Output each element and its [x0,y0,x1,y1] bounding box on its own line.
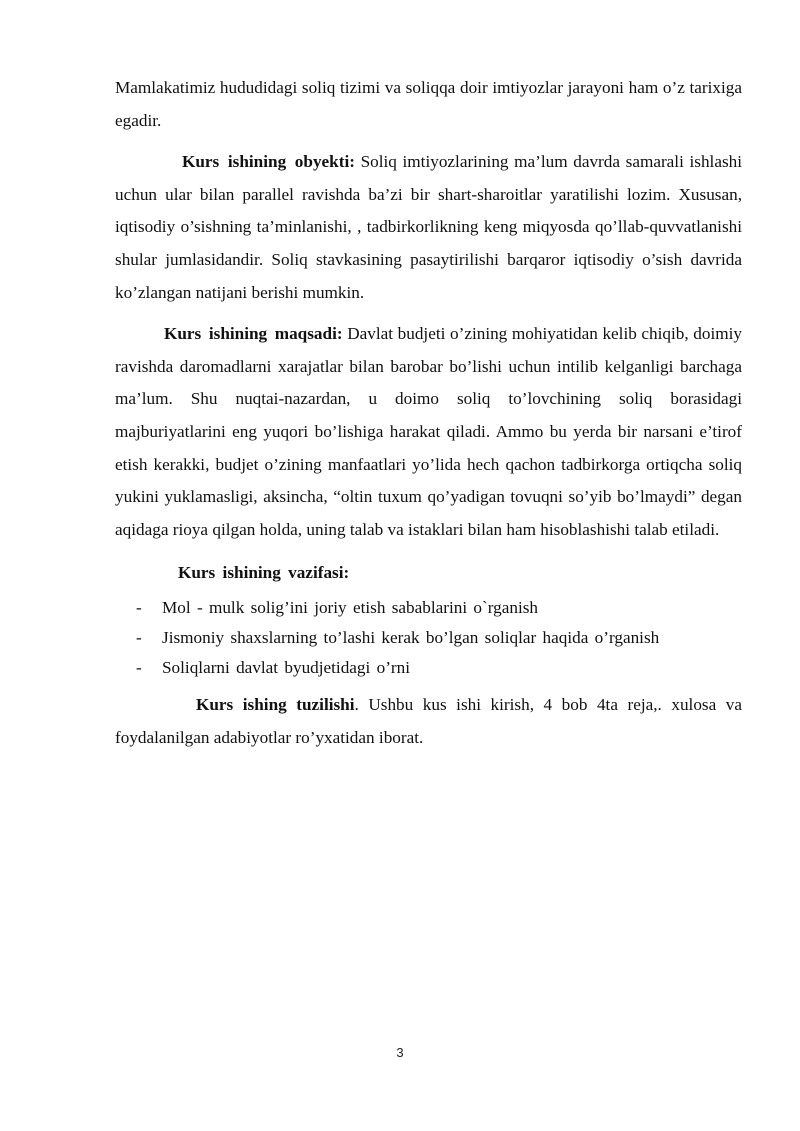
intro-paragraph: Mamlakatimiz hududidagi soliq tizimi va soliqqa doir imtiyozlar jarayoni ham o’z tarixiga egadir. [115,78,742,130]
object-paragraph [115,146,742,309]
goal-paragraph [115,318,742,546]
tasks-list [115,593,742,683]
tasks-heading-paragraph [115,557,742,590]
list-item-text: Jismoniy shaxslarning to’lashi kerak bo’lgan soliqlar haqida o’rganish [162,627,660,647]
document-page [115,72,742,754]
list-dash: - [136,597,142,617]
list-dash: - [136,657,142,677]
structure-heading: Kurs ishing tuzilishi [196,694,355,714]
structure-paragraph [115,689,742,754]
list-item [115,623,742,653]
list-item-text: Soliqlarni davlat byudjetidagi o’rni [162,657,411,677]
tasks-heading: Kurs ishining vazifasi: [178,563,350,583]
page-number: 3 [396,1045,404,1060]
list-item [115,653,742,683]
list-item-text: Mol - mulk solig’ini joriy etish sabablarini o`rganish [162,597,539,617]
goal-heading: Kurs ishining maqsadi: [164,324,343,344]
object-heading: Kurs ishining obyekti: [182,152,355,172]
object-text: Soliq imtiyozlarining ma’lum davrda samarali ishlashi uchun ular bilan parallel ravishda ba’zi bir shart-sharoitlar yaratilishi lozim. Xususan, iqtisodiy o’sishning ta’minlanishi, , tadbirkorlikning keng miqyosda qo’llab-quvvatlanishi shular jumlasidandir. Soliq stavkasining pasaytirilishi barqaror iqtisodiy o’sish davrida ko’zlangan natijani berishi mumkin. [115,152,743,302]
structure-text: . Ushbu kus ishi kirish, 4 bob 4ta reja,. xulosa va foydalanilgan adabiyotlar ro’yxatidan iborat. [115,694,742,747]
list-item [115,593,742,623]
goal-text: Davlat budjeti o’zining mohiyatidan kelib chiqib, doimiy ravishda daromadlarni xarajatlar bilan barobar bo’lishi uchun intilib kelganligi barchaga ma’lum. Shu nuqtai-nazardan, u doimo soliq to’lovchining soliq borasidagi majburiyatlarini eng yuqori bo’lishiga harakat qiladi. Ammo bu yerda bir narsani e’tirof etish kerakki, budjet o’zining manfaatlari yo’lida hech qachon tadbirkorga ortiqcha soliq yukini yuklamasligi, aksincha, “oltin tuxum qo’yadigan tovuqni so’yib bo’lmaydi” degan aqidaga rioya qilgan holda, uning talab va istaklari bilan ham hisoblashishi talab etiladi. [115,324,743,539]
list-dash: - [136,627,142,647]
